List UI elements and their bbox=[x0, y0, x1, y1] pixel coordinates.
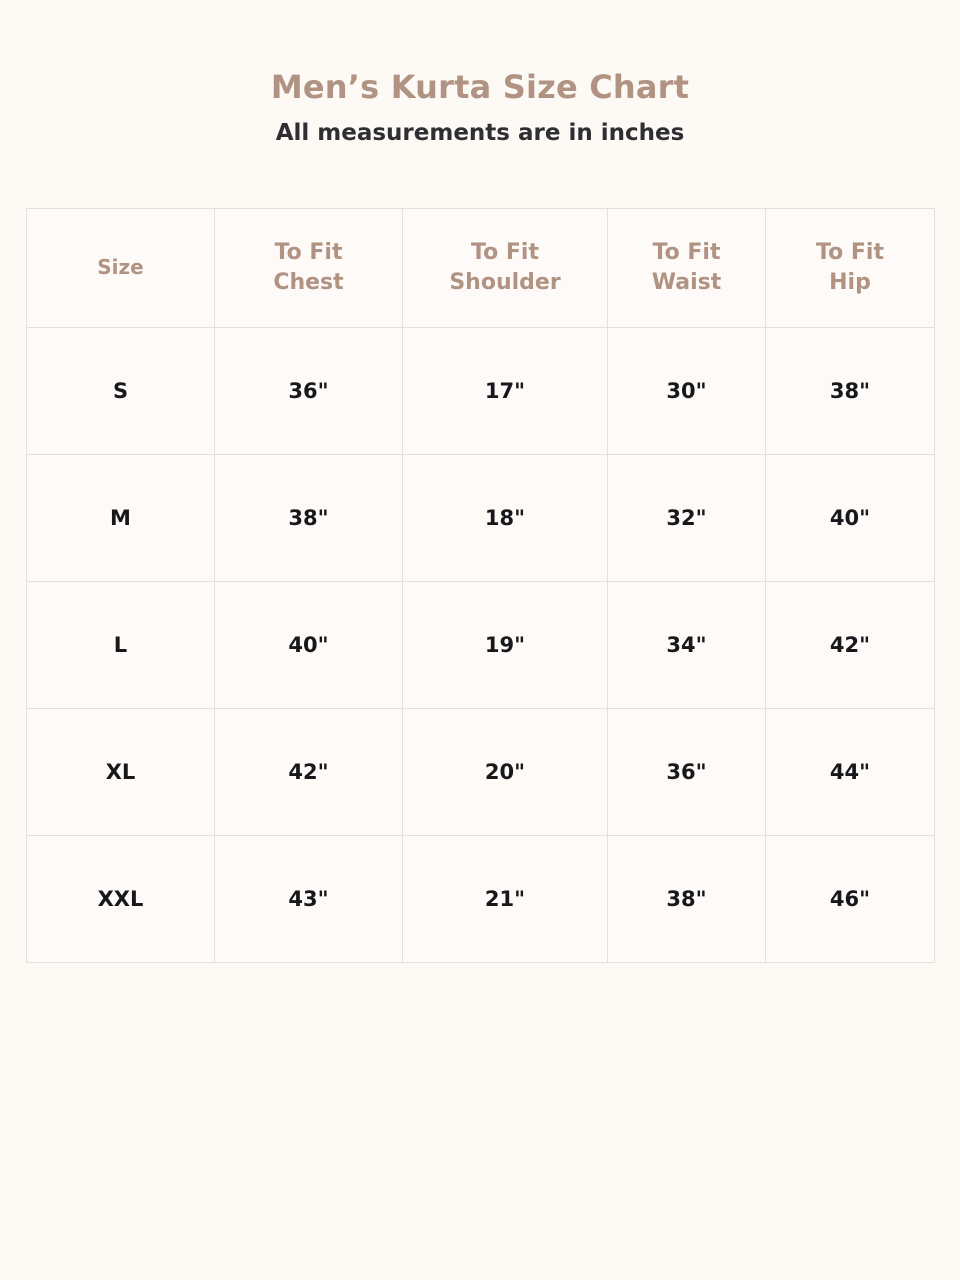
column-header-hip-line2: Hip bbox=[829, 269, 871, 295]
cell-waist: 36" bbox=[608, 708, 766, 835]
column-header-hip bbox=[766, 208, 935, 327]
column-header-waist-line2: Waist bbox=[651, 269, 722, 295]
cell-waist: 32" bbox=[608, 454, 766, 581]
table-row bbox=[27, 454, 935, 581]
column-header-shoulder-line2: Shoulder bbox=[449, 269, 561, 295]
column-header-chest-line2: Chest bbox=[273, 269, 344, 295]
column-header-hip-line1: To Fit bbox=[816, 240, 884, 266]
page-title: Men’s Kurta Size Chart bbox=[270, 68, 690, 106]
cell-size: XL bbox=[27, 708, 215, 835]
column-header-waist bbox=[608, 208, 766, 327]
page-subtitle: All measurements are in inches bbox=[275, 120, 685, 147]
cell-shoulder: 17" bbox=[403, 327, 608, 454]
cell-hip: 42" bbox=[766, 581, 935, 708]
cell-shoulder: 18" bbox=[403, 454, 608, 581]
table-row bbox=[27, 327, 935, 454]
cell-size: S bbox=[27, 327, 215, 454]
table-header bbox=[27, 208, 935, 327]
table-row bbox=[27, 835, 935, 962]
cell-chest: 40" bbox=[215, 581, 403, 708]
cell-hip: 46" bbox=[766, 835, 935, 962]
page-header bbox=[0, 0, 960, 148]
column-header-waist-line1: To Fit bbox=[652, 240, 721, 266]
cell-shoulder: 21" bbox=[403, 835, 608, 962]
cell-hip: 38" bbox=[766, 327, 935, 454]
table-body bbox=[27, 327, 935, 962]
column-header-chest bbox=[215, 208, 403, 327]
cell-shoulder: 19" bbox=[403, 581, 608, 708]
cell-chest: 36" bbox=[215, 327, 403, 454]
cell-chest: 43" bbox=[215, 835, 403, 962]
column-header-shoulder-line1: To Fit bbox=[471, 240, 539, 266]
table-header-row bbox=[27, 208, 935, 327]
size-chart-table-wrapper bbox=[26, 148, 934, 963]
column-header-chest-line1: To Fit bbox=[274, 240, 343, 266]
cell-shoulder: 20" bbox=[403, 708, 608, 835]
size-chart-table bbox=[26, 208, 935, 963]
column-header-shoulder bbox=[403, 208, 608, 327]
cell-hip: 40" bbox=[766, 454, 935, 581]
cell-waist: 30" bbox=[608, 327, 766, 454]
cell-chest: 38" bbox=[215, 454, 403, 581]
column-header-size bbox=[27, 208, 215, 327]
column-header-size-line1: Size bbox=[97, 255, 144, 280]
cell-size: M bbox=[27, 454, 215, 581]
cell-size: L bbox=[27, 581, 215, 708]
cell-size: XXL bbox=[27, 835, 215, 962]
cell-waist: 34" bbox=[608, 581, 766, 708]
cell-hip: 44" bbox=[766, 708, 935, 835]
cell-chest: 42" bbox=[215, 708, 403, 835]
table-row bbox=[27, 708, 935, 835]
table-row bbox=[27, 581, 935, 708]
cell-waist: 38" bbox=[608, 835, 766, 962]
